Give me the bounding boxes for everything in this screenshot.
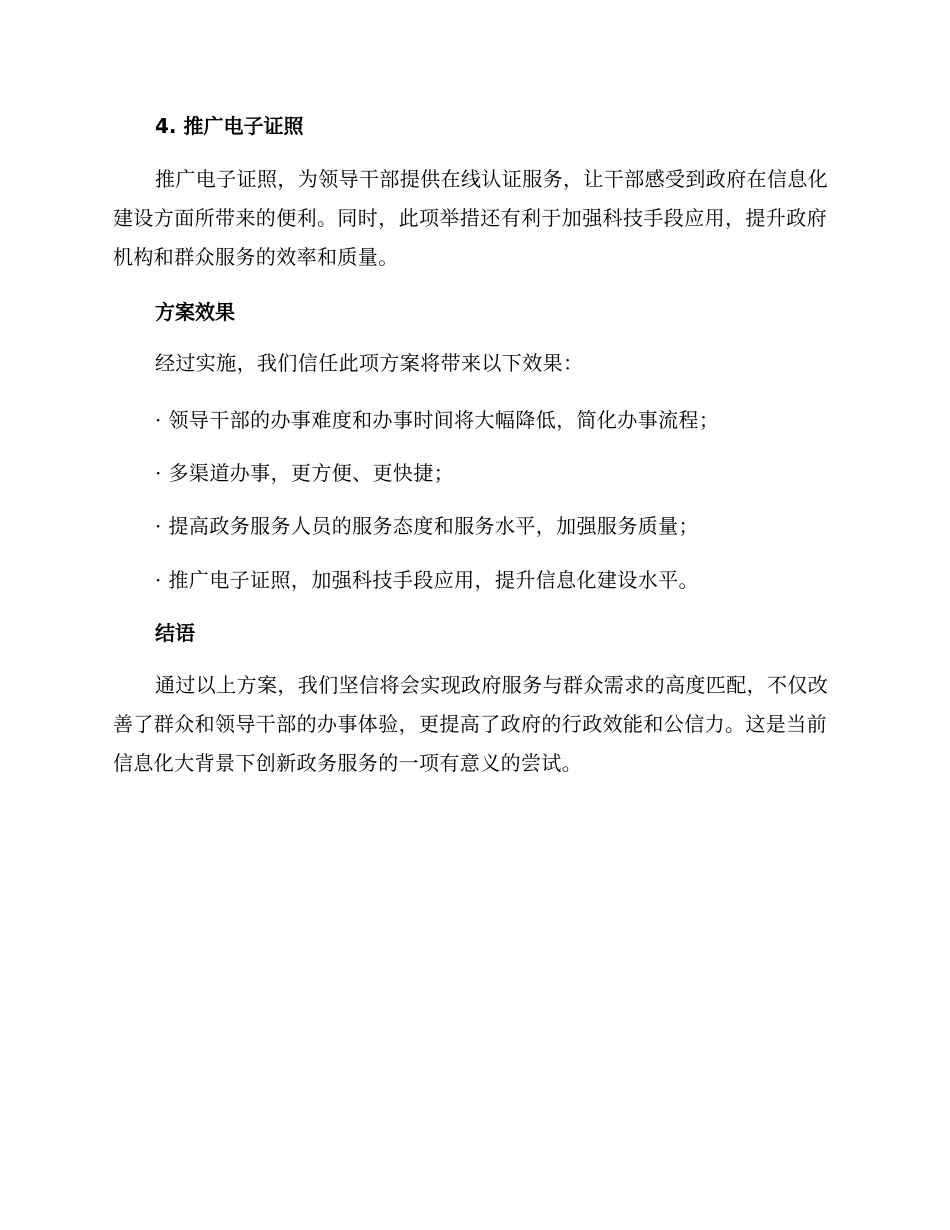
effect-list-item: · 多渠道办事，更方便、更快捷； [155, 461, 455, 485]
paragraph-conclusion: 通过以上方案，我们坚信将会实现政府服务与群众需求的高度匹配，不仅改善了群众和领导干部的办事体验，更提高了政府的行政效能和公信力。这是当前信息化大背景下创新政务服务的一项有意义的尝试。 [113, 673, 829, 775]
effect-list-item: · 提高政务服务人员的服务态度和服务水平，加强服务质量； [155, 514, 699, 538]
effect-list-item: · 领导干部的办事难度和办事时间将大幅降低，简化办事流程； [155, 408, 720, 432]
document-body [113, 111, 833, 783]
section-heading-conclusion: 结语 [155, 621, 195, 645]
paragraph-effects-intro: 经过实施，我们信任此项方案将带来以下效果： [155, 351, 584, 375]
paragraph-promote-e-license: 推广电子证照，为领导干部提供在线认证服务，让干部感受到政府在信息化建设方面所带来的便利。同时，此项举措还有利于加强科技手段应用，提升政府机构和群众服务的效率和质量。 [113, 167, 829, 269]
section-heading-effects: 方案效果 [155, 300, 235, 324]
effect-list-item: · 推广电子证照，加强科技手段应用，提升信息化建设水平。 [155, 568, 699, 592]
section-heading-promote-e-license: 4. 推广电子证照 [155, 114, 304, 138]
